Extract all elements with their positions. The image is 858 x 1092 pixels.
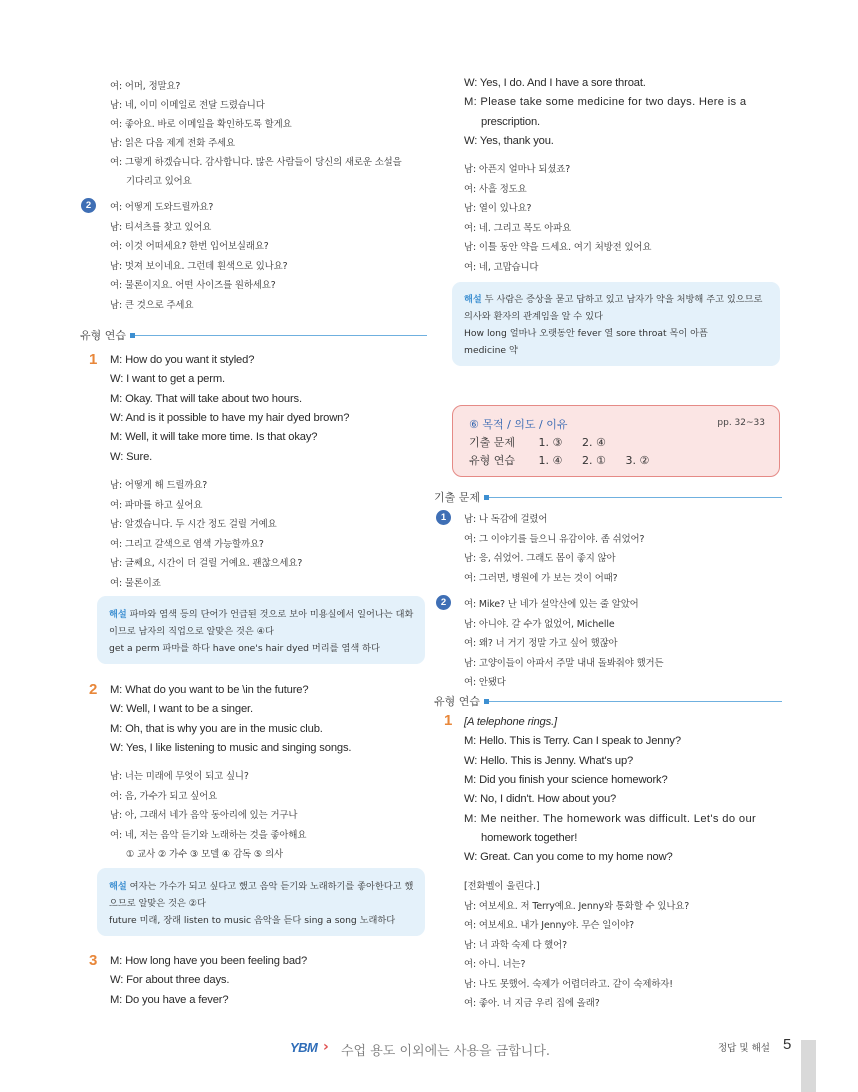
dialog-line: 여: 안됐다 — [464, 677, 506, 688]
explanation-line: medicine 약 — [464, 345, 518, 356]
explanation-text: 여자는 가수가 되고 싶다고 했고 음악 듣기와 노래하기를 좋아한다고 했 — [126, 881, 414, 892]
section-title: ⑥ 목적 / 의도 / 이유 — [469, 418, 568, 431]
explanation-line — [109, 606, 413, 620]
dialog-line: W: For about three days. — [110, 974, 230, 987]
footer-section-label: 정답 및 해설 — [718, 1043, 770, 1054]
answer-item: 2. ④ — [582, 436, 606, 449]
dialog-line: 남: 아, 그래서 네가 음악 동아리에 있는 거구나 — [110, 810, 298, 821]
dialog-line: M: Do you have a fever? — [110, 993, 229, 1006]
dialog-line: M: Hello. This is Terry. Can I speak to Jenny? — [464, 735, 681, 748]
dialog-line: W: And is it possible to have my hair dyed brown? — [110, 411, 350, 424]
dialog-line: M: Oh, that is why you are in the music club. — [110, 722, 323, 735]
section-heading-practice — [434, 693, 782, 709]
dialog-line: 여: 네, 고맙습니다 — [464, 261, 539, 273]
question-number: 1 — [444, 712, 453, 729]
explanation-line: get a perm 파마를 하다 have one's hair dyed 머리를 염색 하다 — [109, 643, 380, 654]
dialog-line: 여: 여보세요. 내가 Jenny야. 무슨 일이야? — [464, 920, 634, 931]
question-badge: 1 — [436, 510, 451, 525]
heading-text: 유형 연습 — [80, 329, 127, 342]
dialog-line: 남: 아픈지 얼마나 되셨죠? — [464, 164, 571, 175]
dialog-line: 여: Mike? 난 네가 설악산에 있는 줄 알았어 — [464, 599, 639, 610]
q3-explanation-box — [452, 282, 780, 366]
answer-item: 1. ④ — [538, 454, 563, 467]
q2-explanation-box — [97, 868, 425, 936]
heading-text: 기출 문제 — [434, 491, 481, 504]
explanation-text: 두 사람은 증상을 묻고 답하고 있고 남자가 약을 처방해 주고 있으므로 — [481, 294, 763, 305]
dialog-line: M: Please take some medicine for two days. Here is a — [464, 96, 747, 109]
section-heading-practice — [80, 327, 427, 343]
answer-choices: ① 교사 ② 가수 ③ 모델 ④ 감독 ⑤ 의사 — [126, 849, 284, 860]
dialog-line: homework together! — [481, 831, 578, 844]
dialog-line: 남: 읽은 다음 제게 전화 주세요 — [110, 138, 235, 149]
dialog-line: 여: 사흘 정도요 — [464, 183, 527, 195]
heading-rule — [135, 335, 427, 336]
dialog-line: 남: 멋져 보이네요. 그런데 흰색으로 있나요? — [110, 260, 288, 272]
answer-item: 1. ③ — [538, 436, 563, 449]
answer-row-practice — [469, 452, 666, 468]
answer-row-label: 유형 연습 — [469, 454, 516, 467]
answer-item: 2. ① — [582, 454, 606, 467]
dialog-line: 남: 나 독감에 걸렸어 — [464, 514, 548, 525]
dialog-line: W: I want to get a perm. — [110, 373, 225, 386]
dialog-line: W: Well, I want to be a singer. — [110, 703, 253, 716]
section-answer-box — [452, 405, 780, 477]
dialog-line: 여: 그리고 갈색으로 염색 가능할까요? — [110, 538, 264, 550]
heading-text: 유형 연습 — [434, 695, 481, 708]
dialog-line: 여: 그렇게 하겠습니다. 감사합니다. 많은 사람들이 당신의 새로운 소설을 — [110, 157, 402, 168]
question-badge: 2 — [81, 198, 96, 213]
dialog-line: 남: 큰 것으로 주세요 — [110, 299, 194, 311]
dialog-line: M: Me neither. The homework was difficult. Let's do our — [464, 812, 757, 825]
question-number: 1 — [89, 351, 98, 368]
dialog-line: 남: 네, 이미 이메일로 전달 드렸습니다 — [110, 100, 265, 111]
dialog-line: 여: 좋아. 너 지금 우리 집에 올래? — [464, 998, 600, 1009]
dialog-line: M: Well, it will take more time. Is that okay? — [110, 431, 318, 444]
explanation-line — [464, 291, 762, 305]
dialog-line: 여: 그 이야기를 들으니 유감이야. 좀 쉬었어? — [464, 533, 645, 545]
dialog-line: 남: 나도 못했어. 숙제가 어렵더라고. 같이 숙제하자! — [464, 978, 673, 990]
dialog-line: 남: 티셔츠를 찾고 있어요 — [110, 221, 212, 233]
dialog-line: M: What do you want to be \in the future? — [110, 684, 309, 696]
dialog-line: W: Great. Can you come to my home now? — [464, 851, 673, 864]
dialog-line: 여: 파마를 하고 싶어요 — [110, 499, 203, 511]
dialog-line: M: How do you want it styled? — [110, 354, 255, 366]
q1-explanation-box — [97, 596, 425, 664]
stage-direction: [A telephone rings.] — [464, 716, 557, 728]
explanation-line: 이므로 남자의 직업으로 알맞은 것은 ④다 — [109, 626, 274, 637]
explanation-line: 의사와 환자의 관계임을 알 수 있다 — [464, 311, 603, 322]
dialog-line: W: Yes, I do. And I have a sore throat. — [464, 77, 646, 89]
explanation-line: future 미래, 장래 listen to music 음악을 듣다 sing a song 노래하다 — [109, 915, 396, 926]
explanation-line: 으므로 알맞은 것은 ②다 — [109, 898, 206, 909]
dialog-line: 여: 아니. 너는? — [464, 959, 526, 970]
dialog-line: W: Yes, I like listening to music and singing songs. — [110, 741, 352, 754]
ybm-logo: YBM — [290, 1040, 318, 1055]
dialog-line: 남: 너는 미래에 무엇이 되고 싶니? — [110, 771, 249, 782]
dialog-line: 여: 이것 어떠세요? 한번 입어보실래요? — [110, 241, 269, 252]
explanation-line: How long 얼마나 오랫동안 fever 열 sore throat 목이 아픔 — [464, 328, 708, 339]
explanation-tag: 해설 — [109, 881, 127, 892]
dialog-line: 여: 네. 그리고 목도 아파요 — [464, 222, 572, 234]
answer-item: 3. ② — [625, 454, 650, 467]
dialog-line: 남: 너 과학 숙제 다 했어? — [464, 939, 567, 951]
dialog-line: 남: 알겠습니다. 두 시간 정도 걸릴 거예요 — [110, 519, 277, 530]
heading-rule — [489, 497, 782, 498]
dialog-line: M: Did you finish your science homework? — [464, 773, 668, 786]
dialog-line: 남: 어떻게 해 드릴까요? — [110, 480, 208, 491]
explanation-tag: 해설 — [464, 294, 482, 305]
dialog-line: 여: 어떻게 도와드릴까요? — [110, 202, 214, 213]
question-badge: 2 — [436, 595, 451, 610]
dialog-line: W: Sure. — [110, 450, 153, 463]
dialog-line: 여: 물론이지요. 어떤 사이즈를 원하세요? — [110, 280, 276, 291]
dialog-line: W: Hello. This is Jenny. What's up? — [464, 754, 634, 767]
dialog-line: 여: 어머, 정말요? — [110, 81, 181, 92]
page-number: 5 — [783, 1036, 792, 1053]
answer-row-past — [469, 434, 622, 450]
dialog-line: W: No, I didn't. How about you? — [464, 793, 617, 806]
dialog-line: 남: 글쎄요, 시간이 더 걸릴 거예요. 괜찮으세요? — [110, 558, 303, 569]
dialog-line: [전화벨이 울린다.] — [464, 881, 540, 892]
chevron-right-icon: › — [323, 1039, 329, 1055]
explanation-tag: 해설 — [109, 609, 127, 620]
answer-row-label: 기출 문제 — [469, 436, 516, 449]
dialog-line: 여: 좋아요. 바로 이메일을 확인하도록 할게요 — [110, 119, 292, 130]
dialog-line: 여: 음, 가수가 되고 싶어요 — [110, 790, 218, 802]
dialog-line: 남: 열이 있나요? — [464, 203, 532, 214]
dialog-line: 여: 네, 저는 음악 듣기와 노래하는 것을 좋아해요 — [110, 829, 307, 841]
dialog-line: 남: 여보세요. 저 Terry예요. Jenny와 통화할 수 있나요? — [464, 900, 690, 912]
question-number: 2 — [89, 681, 98, 698]
dialog-line: W: Yes, thank you. — [464, 134, 554, 147]
page-edge-tab — [801, 1040, 816, 1092]
dialog-line: 남: 응, 쉬었어. 그래도 몸이 좋지 않아 — [464, 553, 616, 564]
dialog-line: M: How long have you been feeling bad? — [110, 955, 308, 967]
section-heading-past — [434, 489, 782, 505]
question-number: 3 — [89, 952, 98, 969]
heading-rule — [489, 701, 782, 702]
explanation-text: 파마와 염색 등의 단어가 언급된 것으로 보아 미용실에서 일어나는 대화 — [126, 609, 414, 620]
page-reference: pp. 32~33 — [717, 418, 765, 428]
dialog-line: 기다리고 있어요 — [126, 176, 192, 187]
dialog-line: 여: 물론이죠 — [110, 577, 161, 589]
usage-notice: 수업 용도 이외에는 사용을 금합니다. — [341, 1044, 551, 1059]
dialog-line: 남: 이틀 동안 약을 드세요. 여기 처방전 있어요 — [464, 242, 652, 253]
explanation-line — [109, 878, 413, 892]
dialog-line: 여: 그러면, 병원에 가 보는 것이 어때? — [464, 572, 618, 584]
dialog-line: M: Okay. That will take about two hours. — [110, 392, 302, 405]
dialog-line: 여: 왜? 너 거기 정말 가고 싶어 했잖아 — [464, 638, 618, 649]
dialog-line: 남: 아니야. 갈 수가 없었어, Michelle — [464, 618, 615, 630]
dialog-line: prescription. — [481, 115, 540, 128]
dialog-line: 남: 고양이들이 아파서 주말 내내 돌봐줘야 했거든 — [464, 657, 664, 669]
